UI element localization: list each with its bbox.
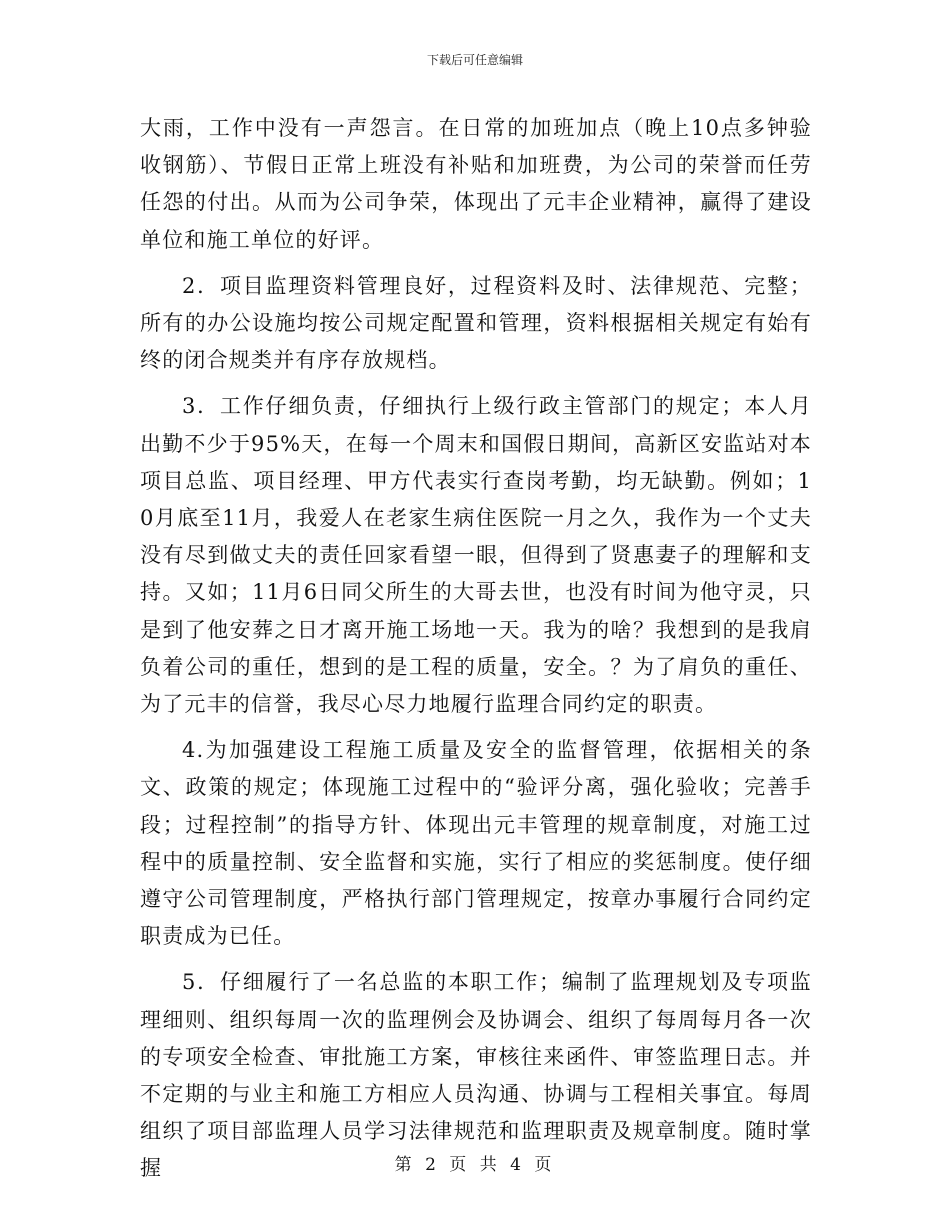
document-body: [140, 110, 812, 1188]
paragraph-continuation: 大雨，工作中没有一声怨言。在日常的加班加点（晚上10点多钟验收钢筋）、节假日正常上班没有补贴和加班费，为公司的荣誉而任劳任怨的付出。从而为公司争荣，体现出了元丰企业精神，赢得了建设单位和施工单位的好评。: [140, 116, 812, 252]
paragraph-item-2: 2．项目监理资料管理良好，过程资料及时、法律规范、完整；所有的办公设施均按公司规定配置和管理，资料根据相关规定有始有终的闭合规类并有序存放规档。: [140, 273, 812, 373]
paragraph-item-3: 3．工作仔细负责，仔细执行上级行政主管部门的规定；本人月出勤不少于95%天，在每一个周末和国假日期间，高新区安监站对本项目总监、项目经理、甲方代表实行查岗考勤，均无缺勤。例如；10月底至11月，我爱人在老家生病住医院一月之久，我作为一个丈夫没有尽到做丈夫的责任回家看望一眼，但得到了贤惠妻子的理解和支持。又如；11月6日同父所生的大哥去世，也没有时间为他守灵，只是到了他安葬之日才离开施工场地一天。我为的啥？我想到的是我肩负着公司的重任，想到的是工程的质量，安全。？为了肩负的重任、为了元丰的信誉，我尽心尽力地履行监理合同约定的职责。: [140, 394, 812, 717]
page-header: 下载后可任意编辑: [426, 53, 523, 67]
paragraph-item-4: 4.为加强建设工程施工质量及安全的监督管理，依据相关的条文、政策的规定；体现施工过程中的“验评分离，强化验收；完善手段；过程控制”的指导方针、体现出元丰管理的规章制度，对施工过程中的质量控制、安全监督和实施，实行了相应的奖惩制度。使仔细遵守公司管理制度，严格执行部门管理规定，按章办事履行合同约定职责成为已任。: [140, 738, 812, 949]
paragraph-item-5: 5．仔细履行了一名总监的本职工作；编制了监理规划及专项监理细则、组织每周一次的监理例会及协调会、组织了每周每月各一次的专项安全检查、审批施工方案，审核往来函件、审签监理日志。并不定期的与业主和施工方相应人员沟通、协调与工程相关事宜。每周组织了项目部监理人员学习法律规范和监理职责及规章制度。随时掌握: [140, 970, 812, 1181]
page-number-footer: 第 2 页 共 4 页: [394, 1155, 556, 1175]
